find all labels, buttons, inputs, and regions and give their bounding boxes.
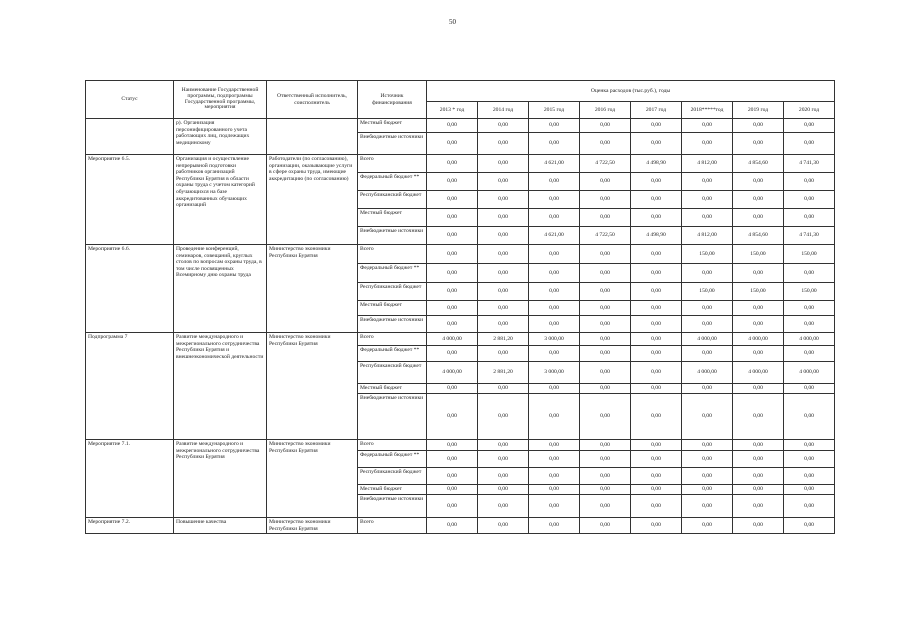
value-cell: 0,00 — [478, 518, 529, 534]
value-cell: 4 722,50 — [580, 227, 631, 245]
value-cell: 0,00 — [631, 485, 682, 495]
value-cell: 0,00 — [478, 485, 529, 495]
value-cell: 0,00 — [631, 346, 682, 362]
value-cell: 0,00 — [580, 440, 631, 451]
table-row — [86, 245, 835, 264]
value-cell: 0,00 — [427, 191, 478, 209]
source-cell: Внебюджетные источники — [358, 133, 427, 155]
value-cell: 0,00 — [682, 485, 733, 495]
value-cell: 4 498,90 — [631, 227, 682, 245]
page-number: 50 — [449, 18, 456, 26]
source-cell: Местный бюджет — [358, 485, 427, 495]
value-cell: 0,00 — [631, 362, 682, 384]
executor-cell: Министерство экономики Республики Бурятия — [267, 245, 358, 333]
value-cell: 0,00 — [478, 346, 529, 362]
value-cell: 0,00 — [733, 394, 784, 440]
value-cell: 0,00 — [682, 451, 733, 468]
column-header-status: Статус — [86, 81, 174, 119]
source-cell: Республиканский бюджет — [358, 283, 427, 301]
value-cell: 0,00 — [478, 245, 529, 264]
value-cell: 0,00 — [631, 191, 682, 209]
value-cell: 0,00 — [427, 245, 478, 264]
value-cell: 0,00 — [529, 451, 580, 468]
value-cell: 0,00 — [631, 440, 682, 451]
value-cell: 0,00 — [784, 440, 835, 451]
value-cell: 0,00 — [580, 333, 631, 346]
year-header: 2020 год — [784, 102, 835, 119]
value-cell: 0,00 — [529, 173, 580, 191]
value-cell: 0,00 — [682, 495, 733, 518]
status-cell: Подпрограмма 7 — [86, 333, 174, 440]
status-cell: Мероприятие 6.5. — [86, 155, 174, 245]
value-cell: 150,00 — [784, 245, 835, 264]
value-cell: 0,00 — [580, 468, 631, 485]
year-header: 2018*****год — [682, 102, 733, 119]
value-cell: 4 000,00 — [682, 362, 733, 384]
source-cell: Местный бюджет — [358, 301, 427, 316]
value-cell: 0,00 — [478, 394, 529, 440]
value-cell: 0,00 — [682, 394, 733, 440]
header-row — [86, 81, 835, 102]
value-cell: 0,00 — [529, 133, 580, 155]
value-cell: 0,00 — [427, 346, 478, 362]
value-cell: 0,00 — [784, 346, 835, 362]
value-cell: 0,00 — [580, 495, 631, 518]
source-cell: Всего — [358, 245, 427, 264]
value-cell: 0,00 — [580, 362, 631, 384]
source-cell: Всего — [358, 440, 427, 451]
value-cell: 0,00 — [427, 155, 478, 173]
value-cell: 0,00 — [784, 301, 835, 316]
value-cell: 0,00 — [580, 245, 631, 264]
value-cell: 0,00 — [529, 119, 580, 133]
value-cell: 0,00 — [580, 451, 631, 468]
value-cell: 0,00 — [784, 518, 835, 534]
value-cell: 0,00 — [784, 495, 835, 518]
value-cell: 0,00 — [631, 119, 682, 133]
name-cell: Развитие международного и межрегионального сотрудничества Республики Бурятия — [174, 440, 267, 518]
value-cell: 0,00 — [733, 495, 784, 518]
value-cell: 0,00 — [529, 209, 580, 227]
value-cell: 0,00 — [631, 451, 682, 468]
value-cell: 0,00 — [682, 384, 733, 394]
value-cell: 0,00 — [784, 485, 835, 495]
value-cell: 0,00 — [580, 316, 631, 333]
value-cell: 0,00 — [580, 191, 631, 209]
value-cell: 0,00 — [631, 245, 682, 264]
value-cell: 150,00 — [733, 245, 784, 264]
value-cell: 0,00 — [631, 333, 682, 346]
value-cell: 0,00 — [631, 495, 682, 518]
column-header-name: Наименование Государственной программы, подпрограммы Государственной программы, мероприятия — [174, 81, 267, 119]
value-cell: 0,00 — [580, 301, 631, 316]
year-header: 2015 год — [529, 102, 580, 119]
source-cell: Местный бюджет — [358, 209, 427, 227]
column-header-source: Источник финансирования — [358, 81, 427, 119]
source-cell: Республиканский бюджет — [358, 362, 427, 384]
year-header: 2017 год — [631, 102, 682, 119]
budget-table — [85, 80, 835, 534]
value-cell: 0,00 — [631, 283, 682, 301]
executor-cell: Работодатели (по согласованию), организации, оказывающие услуги в сфере охраны труда, имеющие аккредитацию (по согласованию) — [267, 155, 358, 245]
value-cell: 0,00 — [427, 119, 478, 133]
value-cell: 0,00 — [529, 346, 580, 362]
value-cell: 0,00 — [427, 495, 478, 518]
value-cell: 0,00 — [478, 301, 529, 316]
value-cell: 0,00 — [682, 316, 733, 333]
source-cell: Федеральный бюджет ** — [358, 173, 427, 191]
value-cell: 0,00 — [478, 440, 529, 451]
source-cell: Республиканский бюджет — [358, 468, 427, 485]
source-cell: Всего — [358, 518, 427, 534]
year-header: 2013 * год — [427, 102, 478, 119]
value-cell: 0,00 — [682, 346, 733, 362]
value-cell: 4 000,00 — [682, 333, 733, 346]
value-cell: 0,00 — [478, 468, 529, 485]
table-row — [86, 440, 835, 451]
value-cell: 0,00 — [478, 119, 529, 133]
value-cell: 0,00 — [580, 264, 631, 283]
value-cell: 4 000,00 — [784, 362, 835, 384]
value-cell: 0,00 — [529, 495, 580, 518]
value-cell: 0,00 — [631, 209, 682, 227]
value-cell: 0,00 — [427, 451, 478, 468]
value-cell: 0,00 — [631, 518, 682, 534]
value-cell: 2 881,20 — [478, 333, 529, 346]
value-cell: 150,00 — [784, 283, 835, 301]
value-cell: 0,00 — [529, 301, 580, 316]
value-cell: 0,00 — [580, 485, 631, 495]
value-cell: 0,00 — [682, 518, 733, 534]
value-cell: 0,00 — [529, 316, 580, 333]
value-cell: 0,00 — [631, 384, 682, 394]
value-cell: 0,00 — [784, 384, 835, 394]
value-cell: 0,00 — [733, 440, 784, 451]
value-cell: 4 812,00 — [682, 227, 733, 245]
value-cell: 0,00 — [733, 209, 784, 227]
value-cell: 0,00 — [733, 316, 784, 333]
value-cell: 0,00 — [427, 384, 478, 394]
value-cell: 0,00 — [733, 264, 784, 283]
value-cell: 0,00 — [631, 316, 682, 333]
value-cell: 0,00 — [427, 485, 478, 495]
value-cell: 0,00 — [580, 384, 631, 394]
value-cell: 0,00 — [427, 468, 478, 485]
value-cell: 0,00 — [784, 173, 835, 191]
table-row — [86, 518, 835, 534]
source-cell: Внебюджетные источники — [358, 316, 427, 333]
value-cell: 0,00 — [631, 264, 682, 283]
value-cell: 0,00 — [427, 264, 478, 283]
value-cell: 0,00 — [580, 173, 631, 191]
value-cell: 0,00 — [529, 283, 580, 301]
source-cell: Федеральный бюджет ** — [358, 346, 427, 362]
value-cell: 0,00 — [682, 301, 733, 316]
value-cell: 0,00 — [631, 468, 682, 485]
value-cell: 2 881,20 — [478, 362, 529, 384]
value-cell: 0,00 — [682, 209, 733, 227]
value-cell: 0,00 — [784, 316, 835, 333]
value-cell: 4 498,90 — [631, 155, 682, 173]
value-cell: 4 621,00 — [529, 227, 580, 245]
value-cell: 0,00 — [631, 301, 682, 316]
value-cell: 0,00 — [733, 346, 784, 362]
value-cell: 0,00 — [478, 283, 529, 301]
value-cell: 4 000,00 — [427, 362, 478, 384]
source-cell: Внебюджетные источники — [358, 394, 427, 440]
value-cell: 0,00 — [682, 440, 733, 451]
value-cell: 0,00 — [478, 495, 529, 518]
value-cell: 0,00 — [733, 485, 784, 495]
value-cell: 0,00 — [427, 301, 478, 316]
name-cell: Развитие международного и межрегионального сотрудничества Республики Бурятия и внешнеэкономической деятельности — [174, 333, 267, 440]
value-cell: 4 722,50 — [580, 155, 631, 173]
value-cell: 0,00 — [733, 468, 784, 485]
source-cell: Местный бюджет — [358, 384, 427, 394]
value-cell: 0,00 — [427, 133, 478, 155]
value-cell: 0,00 — [478, 384, 529, 394]
value-cell: 0,00 — [580, 283, 631, 301]
value-cell: 0,00 — [733, 173, 784, 191]
value-cell: 0,00 — [682, 133, 733, 155]
value-cell: 0,00 — [427, 518, 478, 534]
value-cell: 0,00 — [784, 451, 835, 468]
source-cell: Республиканский бюджет — [358, 191, 427, 209]
column-header-executor: Ответственный исполнитель, соисполнитель — [267, 81, 358, 119]
value-cell: 0,00 — [529, 245, 580, 264]
table-row — [86, 155, 835, 173]
value-cell: 0,00 — [682, 119, 733, 133]
value-cell: 4 854,60 — [733, 155, 784, 173]
value-cell: 0,00 — [427, 440, 478, 451]
value-cell: 0,00 — [529, 468, 580, 485]
value-cell: 0,00 — [682, 468, 733, 485]
value-cell: 0,00 — [427, 173, 478, 191]
name-cell: р). Организация персонифицированного учета работающих лиц, подлежащих медицинскому — [174, 119, 267, 155]
value-cell: 0,00 — [733, 133, 784, 155]
value-cell: 0,00 — [427, 227, 478, 245]
value-cell: 0,00 — [682, 264, 733, 283]
value-cell: 4 812,00 — [682, 155, 733, 173]
value-cell: 0,00 — [784, 209, 835, 227]
source-cell: Федеральный бюджет ** — [358, 451, 427, 468]
value-cell: 0,00 — [733, 451, 784, 468]
value-cell: 0,00 — [427, 316, 478, 333]
status-cell: Мероприятие 7.2. — [86, 518, 174, 534]
value-cell: 0,00 — [733, 518, 784, 534]
value-cell: 0,00 — [478, 209, 529, 227]
value-cell: 0,00 — [580, 133, 631, 155]
executor-cell: Министерство экономики Республики Бурятия — [267, 333, 358, 440]
value-cell: 4 000,00 — [784, 333, 835, 346]
value-cell: 0,00 — [529, 394, 580, 440]
source-cell: Федеральный бюджет ** — [358, 264, 427, 283]
value-cell: 0,00 — [631, 133, 682, 155]
table-row — [86, 333, 835, 346]
value-cell: 0,00 — [478, 316, 529, 333]
year-header: 2019 год — [733, 102, 784, 119]
value-cell: 0,00 — [631, 173, 682, 191]
value-cell: 0,00 — [478, 227, 529, 245]
value-cell: 0,00 — [427, 394, 478, 440]
value-cell: 0,00 — [733, 384, 784, 394]
value-cell: 0,00 — [529, 518, 580, 534]
value-cell: 0,00 — [529, 440, 580, 451]
value-cell: 0,00 — [784, 191, 835, 209]
value-cell: 0,00 — [580, 119, 631, 133]
value-cell: 3 000,00 — [529, 333, 580, 346]
value-cell: 0,00 — [478, 155, 529, 173]
status-cell: Мероприятие 7.1. — [86, 440, 174, 518]
value-cell: 4 000,00 — [427, 333, 478, 346]
source-cell: Внебюджетные источники — [358, 495, 427, 518]
name-cell: Организация и осуществление непрерывной подготовки работников организаций Республики Бурятия в области охраны труда с учетом категорий обучающихся на базе аккредитованных обучающих организаций — [174, 155, 267, 245]
executor-cell — [267, 119, 358, 155]
value-cell: 4 000,00 — [733, 362, 784, 384]
value-cell: 0,00 — [427, 283, 478, 301]
value-cell: 0,00 — [784, 264, 835, 283]
value-cell: 0,00 — [784, 133, 835, 155]
value-cell: 0,00 — [427, 209, 478, 227]
status-cell: Мероприятие 6.6. — [86, 245, 174, 333]
value-cell: 0,00 — [478, 133, 529, 155]
executor-cell: Министерство экономики Республики Бурятия — [267, 518, 358, 534]
value-cell: 0,00 — [529, 191, 580, 209]
value-cell: 0,00 — [682, 173, 733, 191]
value-cell: 0,00 — [733, 301, 784, 316]
name-cell: Проведение конференций, семинаров, совещаний, круглых столов по вопросам охраны труда, в том числе посвященных Всемирному дню охраны труда — [174, 245, 267, 333]
value-cell: 3 000,00 — [529, 362, 580, 384]
value-cell: 0,00 — [682, 191, 733, 209]
source-cell: Внебюджетные источники — [358, 227, 427, 245]
value-cell: 150,00 — [682, 283, 733, 301]
value-cell: 4 621,00 — [529, 155, 580, 173]
value-cell: 0,00 — [631, 394, 682, 440]
value-cell: 0,00 — [580, 209, 631, 227]
value-cell: 0,00 — [478, 451, 529, 468]
value-cell: 4 741,30 — [784, 155, 835, 173]
value-cell: 4 741,30 — [784, 227, 835, 245]
table-header — [86, 81, 835, 119]
value-cell: 4 854,60 — [733, 227, 784, 245]
value-cell: 0,00 — [733, 119, 784, 133]
value-cell: 0,00 — [580, 346, 631, 362]
status-cell — [86, 119, 174, 155]
value-cell: 0,00 — [529, 384, 580, 394]
value-cell: 0,00 — [478, 264, 529, 283]
executor-cell: Министерство экономики Республики Бурятия — [267, 440, 358, 518]
value-cell: 0,00 — [478, 191, 529, 209]
table-row — [86, 119, 835, 133]
value-cell: 0,00 — [784, 468, 835, 485]
value-cell: 4 000,00 — [733, 333, 784, 346]
value-cell: 150,00 — [733, 283, 784, 301]
value-cell: 0,00 — [580, 394, 631, 440]
table-body — [86, 119, 835, 534]
value-cell: 0,00 — [580, 518, 631, 534]
value-cell: 0,00 — [529, 264, 580, 283]
year-header: 2016 год — [580, 102, 631, 119]
value-cell: 0,00 — [733, 191, 784, 209]
value-cell: 0,00 — [784, 394, 835, 440]
value-cell: 0,00 — [784, 119, 835, 133]
value-cell: 0,00 — [478, 173, 529, 191]
source-cell: Всего — [358, 155, 427, 173]
source-cell: Всего — [358, 333, 427, 346]
name-cell: Повышение качества — [174, 518, 267, 534]
column-header-estimate: Оценка расходов (тыс.руб.), годы — [427, 81, 835, 102]
source-cell: Местный бюджет — [358, 119, 427, 133]
year-header: 2014 год — [478, 102, 529, 119]
value-cell: 150,00 — [682, 245, 733, 264]
value-cell: 0,00 — [529, 485, 580, 495]
